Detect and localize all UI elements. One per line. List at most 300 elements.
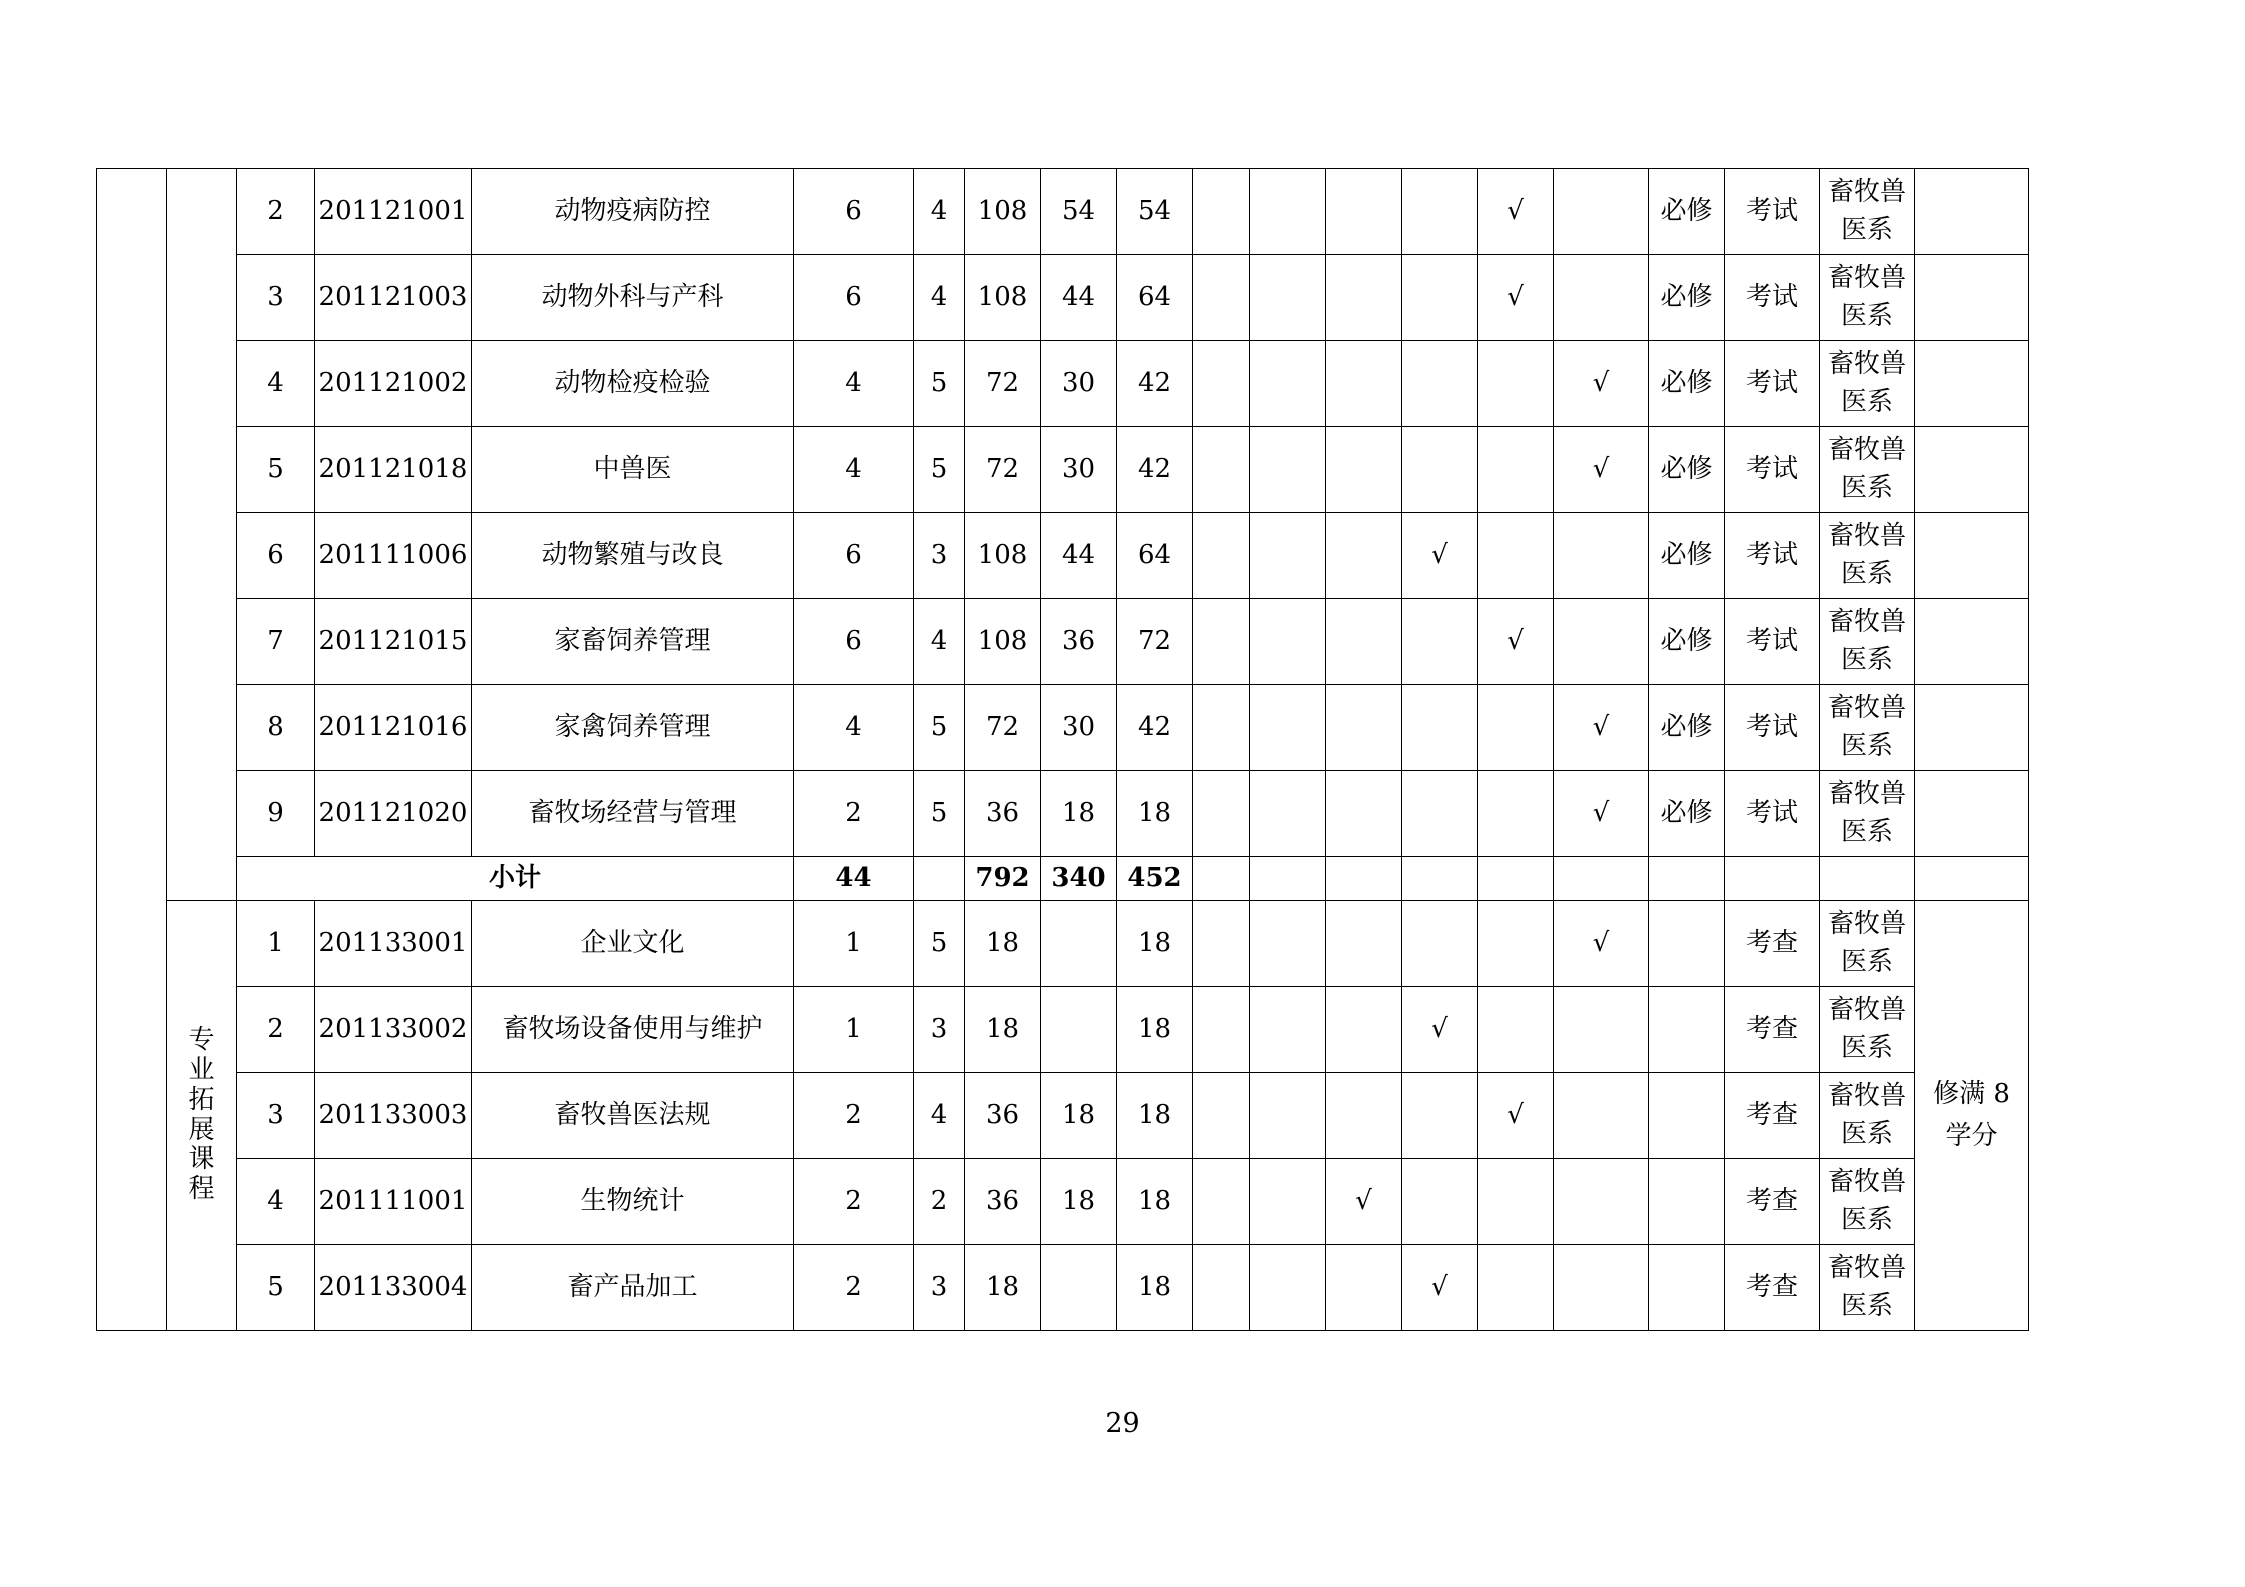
course-department-line: 畜牧兽 xyxy=(1827,176,1906,207)
semester-6-cell xyxy=(1554,987,1649,1073)
course-total-hours: 72 xyxy=(965,341,1041,427)
semester-2-cell xyxy=(1250,1073,1326,1159)
subtotal-department xyxy=(1820,857,1915,901)
course-department-line: 医系 xyxy=(1840,558,1893,589)
course-credits: 6 xyxy=(794,169,914,255)
semester-1-cell xyxy=(1193,1245,1250,1331)
semester-1-cell xyxy=(1193,341,1250,427)
course-department xyxy=(1820,1159,1915,1245)
semester-3-cell xyxy=(1326,987,1402,1073)
semester-4-cell xyxy=(1402,1073,1478,1159)
course-theory-hours: 30 xyxy=(1041,427,1117,513)
course-code: 201133002 xyxy=(315,987,472,1073)
course-number: 9 xyxy=(237,771,315,857)
subtotal-semester-6 xyxy=(1554,857,1649,901)
semester-5-cell xyxy=(1478,685,1554,771)
course-total-hours: 18 xyxy=(965,901,1041,987)
course-code: 201111001 xyxy=(315,1159,472,1245)
course-credits: 1 xyxy=(794,987,914,1073)
table-row xyxy=(97,901,2161,987)
course-number: 7 xyxy=(237,599,315,685)
outer-category-cell xyxy=(97,169,167,1331)
semester-6-cell: √ xyxy=(1554,427,1649,513)
course-term: 3 xyxy=(914,513,965,599)
course-number: 3 xyxy=(237,255,315,341)
course-theory-hours: 44 xyxy=(1041,513,1117,599)
course-assessment: 考试 xyxy=(1725,427,1820,513)
remarks-cell xyxy=(1915,685,2029,771)
course-assessment: 考试 xyxy=(1725,599,1820,685)
course-practice-hours: 18 xyxy=(1117,987,1193,1073)
semester-5-cell: √ xyxy=(1478,599,1554,685)
semester-2-cell xyxy=(1250,1159,1326,1245)
remarks-cell xyxy=(1915,255,2029,341)
course-term: 5 xyxy=(914,427,965,513)
course-department xyxy=(1820,513,1915,599)
course-type: 必修 xyxy=(1649,255,1725,341)
course-type: 必修 xyxy=(1649,427,1725,513)
semester-2-cell xyxy=(1250,513,1326,599)
semester-4-cell: √ xyxy=(1402,513,1478,599)
semester-5-cell xyxy=(1478,987,1554,1073)
subtotal-type xyxy=(1649,857,1725,901)
course-department-line: 医系 xyxy=(1840,472,1893,503)
semester-3-cell xyxy=(1326,255,1402,341)
semester-3-cell: √ xyxy=(1326,1159,1402,1245)
semester-3-cell xyxy=(1326,169,1402,255)
subtotal-semester-1 xyxy=(1193,857,1250,901)
course-credits: 1 xyxy=(794,901,914,987)
subtotal-total-hours: 792 xyxy=(965,857,1041,901)
course-theory-hours: 54 xyxy=(1041,169,1117,255)
course-department xyxy=(1820,427,1915,513)
course-total-hours: 108 xyxy=(965,513,1041,599)
course-number: 4 xyxy=(237,1159,315,1245)
semester-2-cell xyxy=(1250,427,1326,513)
course-department-line: 医系 xyxy=(1840,1290,1893,1321)
course-department xyxy=(1820,901,1915,987)
remarks-cell xyxy=(1915,427,2029,513)
subtotal-assessment xyxy=(1725,857,1820,901)
course-practice-hours: 18 xyxy=(1117,1073,1193,1159)
course-department-line: 畜牧兽 xyxy=(1827,692,1906,723)
course-credits: 2 xyxy=(794,1245,914,1331)
course-term: 5 xyxy=(914,341,965,427)
course-term: 2 xyxy=(914,1159,965,1245)
course-type xyxy=(1649,1245,1725,1331)
course-practice-hours: 54 xyxy=(1117,169,1193,255)
course-term: 3 xyxy=(914,987,965,1073)
course-code: 201121003 xyxy=(315,255,472,341)
course-type: 必修 xyxy=(1649,513,1725,599)
course-department-line: 医系 xyxy=(1840,644,1893,675)
table-row xyxy=(97,1159,2161,1245)
course-credits: 2 xyxy=(794,1073,914,1159)
semester-6-cell xyxy=(1554,599,1649,685)
course-theory-hours: 30 xyxy=(1041,341,1117,427)
table-row xyxy=(97,1245,2161,1331)
table-row xyxy=(97,427,2161,513)
course-type: 必修 xyxy=(1649,771,1725,857)
course-number: 5 xyxy=(237,1245,315,1331)
course-theory-hours: 36 xyxy=(1041,599,1117,685)
remarks-cell xyxy=(1915,169,2029,255)
semester-4-cell xyxy=(1402,341,1478,427)
course-credits: 6 xyxy=(794,599,914,685)
course-term: 5 xyxy=(914,771,965,857)
semester-4-cell xyxy=(1402,599,1478,685)
course-department-line: 畜牧兽 xyxy=(1827,348,1906,379)
course-department xyxy=(1820,771,1915,857)
course-assessment: 考查 xyxy=(1725,1159,1820,1245)
course-total-hours: 36 xyxy=(965,1159,1041,1245)
semester-4-cell xyxy=(1402,169,1478,255)
course-department xyxy=(1820,599,1915,685)
course-department xyxy=(1820,1073,1915,1159)
course-table xyxy=(96,168,2161,1331)
semester-6-cell xyxy=(1554,255,1649,341)
course-credits: 2 xyxy=(794,771,914,857)
semester-3-cell xyxy=(1326,427,1402,513)
semester-6-cell xyxy=(1554,1159,1649,1245)
subtotal-remarks xyxy=(1915,857,2029,901)
course-assessment: 考查 xyxy=(1725,987,1820,1073)
subtotal-semester-3 xyxy=(1326,857,1402,901)
course-practice-hours: 18 xyxy=(1117,1245,1193,1331)
course-code: 201121001 xyxy=(315,169,472,255)
course-department xyxy=(1820,341,1915,427)
table-row xyxy=(97,685,2161,771)
semester-5-cell xyxy=(1478,901,1554,987)
semester-2-cell xyxy=(1250,599,1326,685)
course-name: 企业文化 xyxy=(472,901,794,987)
course-type: 必修 xyxy=(1649,169,1725,255)
course-practice-hours: 18 xyxy=(1117,771,1193,857)
semester-5-cell xyxy=(1478,1245,1554,1331)
course-department-line: 畜牧兽 xyxy=(1827,520,1906,551)
course-department-line: 医系 xyxy=(1840,300,1893,331)
course-practice-hours: 72 xyxy=(1117,599,1193,685)
category-cell-extension-line: 程 xyxy=(188,1174,215,1205)
semester-4-cell xyxy=(1402,255,1478,341)
semester-1-cell xyxy=(1193,513,1250,599)
course-theory-hours: 44 xyxy=(1041,255,1117,341)
remarks-cell xyxy=(1915,341,2029,427)
table-row xyxy=(97,987,2161,1073)
course-term: 4 xyxy=(914,255,965,341)
course-number: 1 xyxy=(237,901,315,987)
course-theory-hours: 18 xyxy=(1041,771,1117,857)
course-assessment: 考试 xyxy=(1725,771,1820,857)
course-number: 6 xyxy=(237,513,315,599)
course-name: 中兽医 xyxy=(472,427,794,513)
table-row xyxy=(97,771,2161,857)
course-total-hours: 18 xyxy=(965,1245,1041,1331)
course-theory-hours: 18 xyxy=(1041,1073,1117,1159)
course-department-line: 畜牧兽 xyxy=(1827,1080,1906,1111)
table-row xyxy=(97,513,2161,599)
course-name: 家畜饲养管理 xyxy=(472,599,794,685)
course-code: 201133001 xyxy=(315,901,472,987)
course-department-line: 畜牧兽 xyxy=(1827,1252,1906,1283)
course-department-line: 医系 xyxy=(1840,1032,1893,1063)
course-total-hours: 72 xyxy=(965,427,1041,513)
subtotal-term xyxy=(914,857,965,901)
course-department-line: 医系 xyxy=(1840,730,1893,761)
semester-2-cell xyxy=(1250,255,1326,341)
semester-5-cell: √ xyxy=(1478,1073,1554,1159)
course-name: 动物繁殖与改良 xyxy=(472,513,794,599)
semester-5-cell: √ xyxy=(1478,169,1554,255)
course-total-hours: 72 xyxy=(965,685,1041,771)
semester-4-cell: √ xyxy=(1402,987,1478,1073)
course-name: 畜产品加工 xyxy=(472,1245,794,1331)
semester-2-cell xyxy=(1250,901,1326,987)
course-department xyxy=(1820,169,1915,255)
course-code: 201133004 xyxy=(315,1245,472,1331)
course-department-line: 畜牧兽 xyxy=(1827,262,1906,293)
table-row xyxy=(97,169,2161,255)
course-assessment: 考试 xyxy=(1725,341,1820,427)
subtotal-theory-hours: 340 xyxy=(1041,857,1117,901)
course-department-line: 畜牧兽 xyxy=(1827,994,1906,1025)
table-body xyxy=(97,169,2161,1331)
semester-2-cell xyxy=(1250,771,1326,857)
course-term: 3 xyxy=(914,1245,965,1331)
category-cell-extension-line: 业 xyxy=(188,1054,215,1085)
course-assessment: 考查 xyxy=(1725,1245,1820,1331)
course-name: 生物统计 xyxy=(472,1159,794,1245)
semester-6-cell xyxy=(1554,169,1649,255)
course-department-line: 畜牧兽 xyxy=(1827,606,1906,637)
course-practice-hours: 64 xyxy=(1117,513,1193,599)
course-department-line: 医系 xyxy=(1840,1118,1893,1149)
course-theory-hours: 18 xyxy=(1041,1159,1117,1245)
subtotal-semester-2 xyxy=(1250,857,1326,901)
semester-1-cell xyxy=(1193,169,1250,255)
course-type xyxy=(1649,1073,1725,1159)
course-assessment: 考试 xyxy=(1725,255,1820,341)
course-theory-hours xyxy=(1041,1245,1117,1331)
course-code: 201121002 xyxy=(315,341,472,427)
course-total-hours: 36 xyxy=(965,771,1041,857)
semester-1-cell xyxy=(1193,255,1250,341)
course-number: 5 xyxy=(237,427,315,513)
semester-6-cell xyxy=(1554,513,1649,599)
course-assessment: 考查 xyxy=(1725,901,1820,987)
course-department-line: 医系 xyxy=(1840,1204,1893,1235)
semester-1-cell xyxy=(1193,1159,1250,1245)
table-row xyxy=(97,1073,2161,1159)
semester-1-cell xyxy=(1193,771,1250,857)
course-name: 畜牧场设备使用与维护 xyxy=(472,987,794,1073)
course-credits: 2 xyxy=(794,1159,914,1245)
semester-4-cell xyxy=(1402,771,1478,857)
semester-6-cell xyxy=(1554,1073,1649,1159)
semester-1-cell xyxy=(1193,685,1250,771)
semester-2-cell xyxy=(1250,341,1326,427)
course-code: 201111006 xyxy=(315,513,472,599)
remarks-cell xyxy=(1915,513,2029,599)
course-type xyxy=(1649,987,1725,1073)
semester-2-cell xyxy=(1250,685,1326,771)
table-row xyxy=(97,341,2161,427)
course-practice-hours: 18 xyxy=(1117,901,1193,987)
course-code: 201121018 xyxy=(315,427,472,513)
course-code: 201121020 xyxy=(315,771,472,857)
semester-3-cell xyxy=(1326,1073,1402,1159)
semester-3-cell xyxy=(1326,599,1402,685)
course-number: 3 xyxy=(237,1073,315,1159)
course-department-line: 医系 xyxy=(1840,386,1893,417)
semester-2-cell xyxy=(1250,987,1326,1073)
course-number: 8 xyxy=(237,685,315,771)
semester-5-cell xyxy=(1478,513,1554,599)
course-assessment: 考试 xyxy=(1725,685,1820,771)
semester-6-cell: √ xyxy=(1554,685,1649,771)
course-name: 家禽饲养管理 xyxy=(472,685,794,771)
course-code: 201121016 xyxy=(315,685,472,771)
course-department-line: 医系 xyxy=(1840,214,1893,245)
course-theory-hours: 30 xyxy=(1041,685,1117,771)
semester-4-cell xyxy=(1402,1159,1478,1245)
course-department xyxy=(1820,255,1915,341)
course-name: 动物检疫检验 xyxy=(472,341,794,427)
category-cell-extension xyxy=(167,901,237,1331)
course-department-line: 畜牧兽 xyxy=(1827,434,1906,465)
semester-4-cell: √ xyxy=(1402,1245,1478,1331)
subtotal-semester-4 xyxy=(1402,857,1478,901)
course-total-hours: 36 xyxy=(965,1073,1041,1159)
remarks-cell xyxy=(1915,599,2029,685)
course-practice-hours: 42 xyxy=(1117,427,1193,513)
semester-1-cell xyxy=(1193,1073,1250,1159)
course-credits: 6 xyxy=(794,513,914,599)
course-assessment: 考试 xyxy=(1725,513,1820,599)
semester-3-cell xyxy=(1326,513,1402,599)
course-department xyxy=(1820,1245,1915,1331)
course-term: 4 xyxy=(914,169,965,255)
course-practice-hours: 64 xyxy=(1117,255,1193,341)
credit-requirement-note-line: 学分 xyxy=(1945,1120,1998,1151)
semester-6-cell: √ xyxy=(1554,901,1649,987)
semester-1-cell xyxy=(1193,599,1250,685)
course-term: 4 xyxy=(914,1073,965,1159)
course-number: 4 xyxy=(237,341,315,427)
course-number: 2 xyxy=(237,987,315,1073)
course-name: 畜牧兽医法规 xyxy=(472,1073,794,1159)
course-department-line: 医系 xyxy=(1840,816,1893,847)
course-code: 201121015 xyxy=(315,599,472,685)
semester-5-cell xyxy=(1478,1159,1554,1245)
course-credits: 4 xyxy=(794,341,914,427)
subtotal-semester-5 xyxy=(1478,857,1554,901)
course-department xyxy=(1820,685,1915,771)
semester-5-cell xyxy=(1478,341,1554,427)
course-total-hours: 108 xyxy=(965,169,1041,255)
course-credits: 4 xyxy=(794,685,914,771)
course-assessment: 考查 xyxy=(1725,1073,1820,1159)
table-row xyxy=(97,599,2161,685)
semester-6-cell: √ xyxy=(1554,771,1649,857)
category-cell-extension-line: 专 xyxy=(188,1024,215,1055)
course-theory-hours xyxy=(1041,901,1117,987)
course-assessment: 考试 xyxy=(1725,169,1820,255)
course-term: 5 xyxy=(914,685,965,771)
course-department-line: 畜牧兽 xyxy=(1827,1166,1906,1197)
course-department-line: 医系 xyxy=(1840,946,1893,977)
course-department-line: 畜牧兽 xyxy=(1827,908,1906,939)
subtotal-label: 小计 xyxy=(237,857,794,901)
course-credits: 4 xyxy=(794,427,914,513)
course-practice-hours: 42 xyxy=(1117,685,1193,771)
course-number: 2 xyxy=(237,169,315,255)
semester-3-cell xyxy=(1326,1245,1402,1331)
course-type: 必修 xyxy=(1649,341,1725,427)
semester-6-cell: √ xyxy=(1554,341,1649,427)
semester-5-cell: √ xyxy=(1478,255,1554,341)
course-department xyxy=(1820,987,1915,1073)
category-cell-professional xyxy=(167,169,237,901)
semester-2-cell xyxy=(1250,1245,1326,1331)
course-name: 动物疫病防控 xyxy=(472,169,794,255)
semester-4-cell xyxy=(1402,427,1478,513)
course-type xyxy=(1649,901,1725,987)
semester-1-cell xyxy=(1193,427,1250,513)
course-theory-hours xyxy=(1041,987,1117,1073)
course-department-line: 畜牧兽 xyxy=(1827,778,1906,809)
category-cell-extension-line: 展 xyxy=(188,1114,215,1145)
credit-requirement-note xyxy=(1915,901,2029,1331)
semester-3-cell xyxy=(1326,685,1402,771)
semester-3-cell xyxy=(1326,771,1402,857)
semester-1-cell xyxy=(1193,901,1250,987)
semester-3-cell xyxy=(1326,901,1402,987)
subtotal-credits: 44 xyxy=(794,857,914,901)
course-type xyxy=(1649,1159,1725,1245)
page-number: 29 xyxy=(1105,1408,1140,1439)
course-name: 畜牧场经营与管理 xyxy=(472,771,794,857)
course-practice-hours: 42 xyxy=(1117,341,1193,427)
course-credits: 6 xyxy=(794,255,914,341)
semester-5-cell xyxy=(1478,771,1554,857)
table-row xyxy=(97,255,2161,341)
semester-1-cell xyxy=(1193,987,1250,1073)
remarks-cell xyxy=(1915,771,2029,857)
course-name: 动物外科与产科 xyxy=(472,255,794,341)
course-practice-hours: 18 xyxy=(1117,1159,1193,1245)
semester-3-cell xyxy=(1326,341,1402,427)
credit-requirement-note-line: 修满 8 xyxy=(1933,1078,2010,1109)
course-term: 5 xyxy=(914,901,965,987)
course-type: 必修 xyxy=(1649,599,1725,685)
semester-2-cell xyxy=(1250,169,1326,255)
course-total-hours: 108 xyxy=(965,255,1041,341)
course-term: 4 xyxy=(914,599,965,685)
subtotal-practice-hours: 452 xyxy=(1117,857,1193,901)
category-cell-extension-line: 课 xyxy=(188,1144,215,1175)
category-cell-extension-line: 拓 xyxy=(188,1084,215,1115)
semester-5-cell xyxy=(1478,427,1554,513)
course-type: 必修 xyxy=(1649,685,1725,771)
semester-4-cell xyxy=(1402,901,1478,987)
course-total-hours: 108 xyxy=(965,599,1041,685)
course-total-hours: 18 xyxy=(965,987,1041,1073)
semester-4-cell xyxy=(1402,685,1478,771)
course-code: 201133003 xyxy=(315,1073,472,1159)
subtotal-row xyxy=(97,857,2161,901)
semester-6-cell xyxy=(1554,1245,1649,1331)
